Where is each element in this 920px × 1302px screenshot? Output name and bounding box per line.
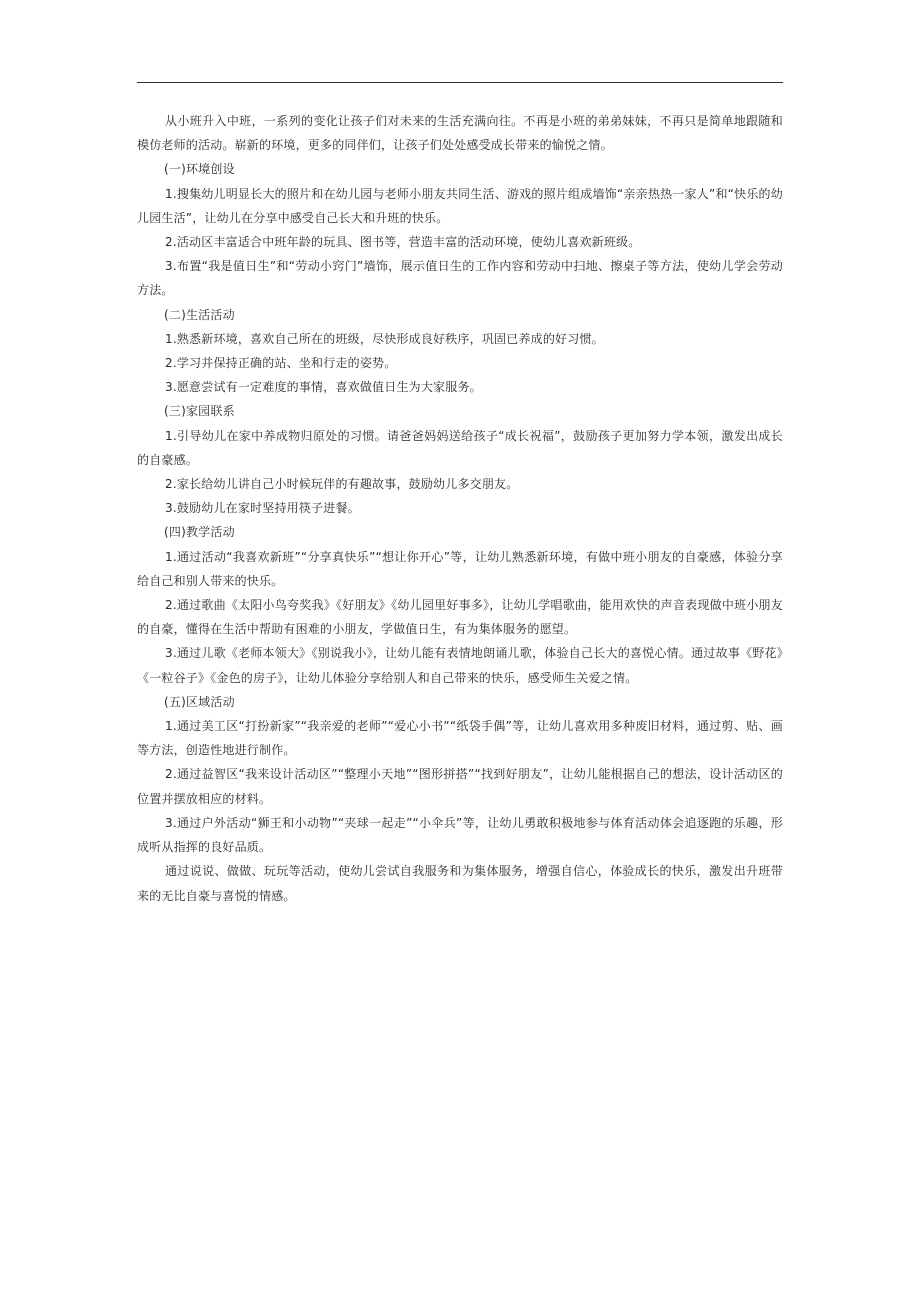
paragraph: 2.通过歌曲《太阳小鸟夸奖我》《好朋友》《幼儿园里好事多》，让幼儿学唱歌曲，能用欢快的声音表现做中班小朋友的自豪，懂得在生活中帮助有困难的小朋友，学做值日生，有为集体服务的愿望。 [137, 598, 783, 637]
paragraph: 1.通过活动“我喜欢新班”“分享真快乐”“想让你开心”等，让幼儿熟悉新环境，有做中班小朋友的自豪感，体验分享给自己和别人带来的快乐。 [137, 549, 783, 588]
paragraph: 2.学习并保持正确的站、坐和行走的姿势。 [165, 356, 397, 371]
paragraph: 3.通过儿歌《老师本领大》《别说我小》，让幼儿能有表情地朗诵儿歌，体验自己长大的喜悦心情。通过故事《野花》《一粒谷子》《金色的房子》，让幼儿体验分享给别人和自己带来的快乐，感受师生关爱之情。 [137, 646, 783, 685]
paragraph: 1.通过美工区“打扮新家”“我亲爱的老师”“爱心小书”“纸袋手偶”等，让幼儿喜欢用多种废旧材料，通过剪、贴、画等方法，创造性地进行制作。 [137, 719, 783, 758]
paragraph: 1.引导幼儿在家中养成物归原处的习惯。请爸爸妈妈送给孩子“成长祝福”，鼓励孩子更加努力学本领，激发出成长的自豪感。 [137, 428, 783, 467]
paragraph: 2.活动区丰富适合中班年龄的玩具、图书等，营造丰富的活动环境，使幼儿喜欢新班级。 [165, 235, 641, 250]
paragraph: 2.家长给幼儿讲自己小时候玩伴的有趣故事，鼓励幼儿多交朋友。 [165, 477, 519, 492]
paragraph: 3.愿意尝试有一定难度的事情，喜欢做值日生为大家服务。 [165, 380, 482, 395]
section-heading: (四)教学活动 [164, 525, 235, 540]
document-body [137, 109, 783, 908]
paragraph: 3.布置“我是值日生”和“劳动小窍门”墙饰，展示值日生的工作内容和劳动中扫地、擦桌子等方法，使幼儿学会劳动方法。 [137, 259, 783, 298]
paragraph: 1.搜集幼儿明显长大的照片和在幼儿园与老师小朋友共同生活、游戏的照片组成墙饰“亲亲热热一家人”和“快乐的幼儿园生活”，让幼儿在分享中感受自己长大和升班的快乐。 [137, 186, 783, 225]
section-heading: (五)区域活动 [164, 694, 235, 709]
header-rule [137, 82, 783, 83]
section-heading: (三)家园联系 [164, 404, 235, 419]
paragraph: 3.通过户外活动“狮王和小动物”“夹球一起走”“小伞兵”等，让幼儿勇敢积极地参与体育活动体会追逐跑的乐趣，形成听从指挥的良好品质。 [137, 815, 783, 855]
paragraph: 1.熟悉新环境，喜欢自己所在的班级，尽快形成良好秩序，巩固已养成的好习惯。 [165, 331, 604, 346]
paragraph: 通过说说、做做、玩玩等活动，使幼儿尝试自我服务和为集体服务，增强自信心，体验成长的快乐，激发出升班带来的无比自豪与喜悦的情感。 [137, 864, 783, 903]
section-heading: (二)生活活动 [164, 307, 235, 322]
paragraph: 2.通过益智区“我来设计活动区”“整理小天地”“图形拼搭”“找到好朋友”，让幼儿能根据自己的想法，设计活动区的位置并摆放相应的材料。 [137, 767, 783, 806]
paragraph: 3.鼓励幼儿在家时坚持用筷子进餐。 [165, 501, 360, 516]
section-heading: (一)环境创设 [164, 162, 235, 177]
paragraph: 从小班升入中班，一系列的变化让孩子们对未来的生活充满向往。不再是小班的弟弟妹妹，不再只是简单地跟随和模仿老师的活动。崭新的环境，更多的同伴们，让孩子们处处感受成长带来的愉悦之情。 [137, 114, 783, 153]
